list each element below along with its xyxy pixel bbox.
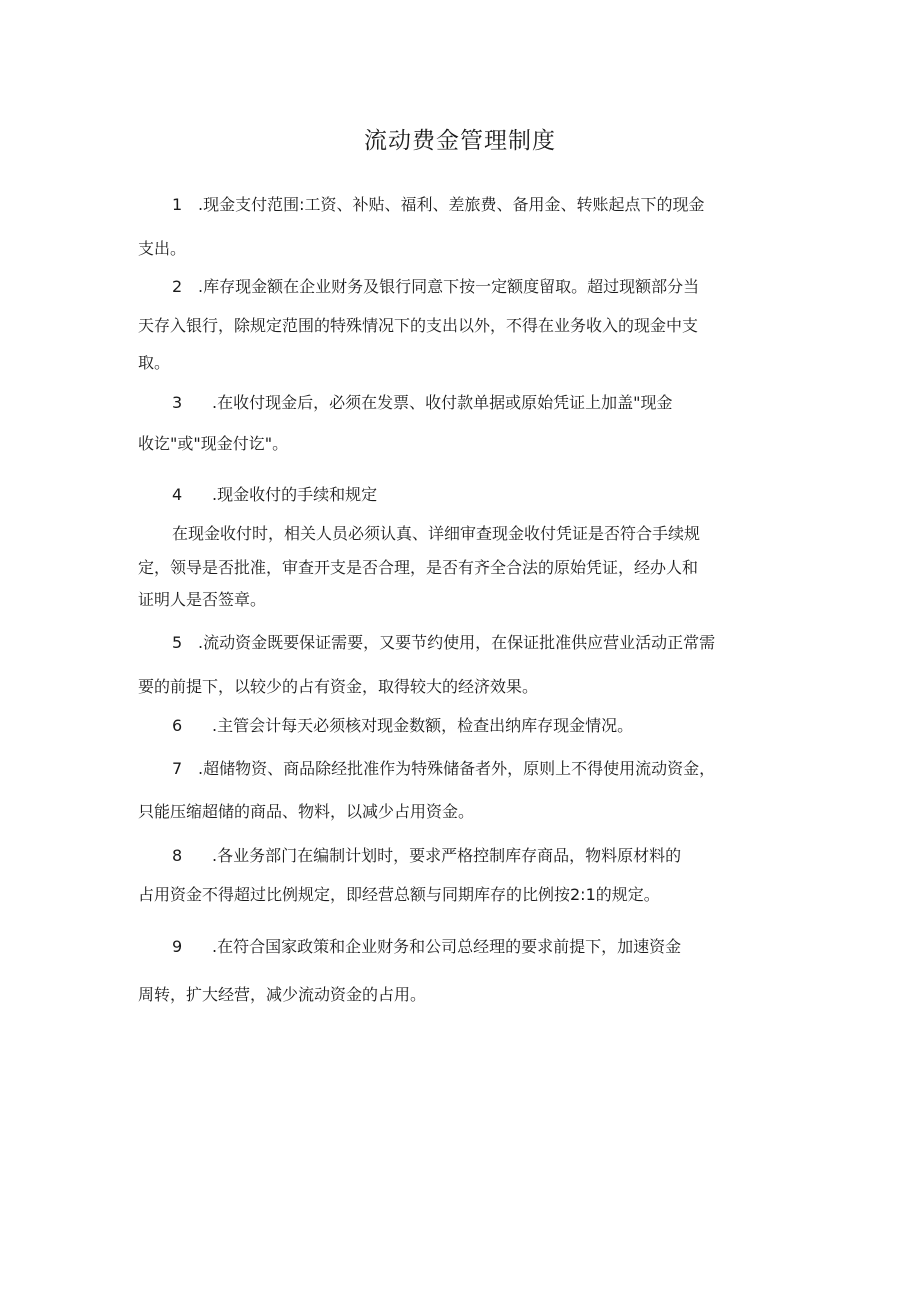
item-8-line-1 — [172, 843, 681, 866]
item-5-line-2: 要的前提下，以较少的占有资金，取得较大的经济效果。 — [138, 677, 539, 696]
item-number: 7 — [172, 759, 183, 778]
item-number: 5 — [172, 633, 183, 652]
paragraph-line-3: 证明人是否签章。 — [138, 590, 267, 609]
item-2-line-2: 天存入银行，除规定范围的特殊情况下的支出以外，不得在业务收入的现金中支 — [138, 316, 699, 335]
item-2-line-1 — [172, 274, 699, 297]
item-9-line-1 — [172, 934, 681, 957]
item-4-line-1 — [172, 482, 377, 505]
item-number: 4 — [172, 485, 183, 504]
item-2-line-3: 取。 — [138, 353, 171, 372]
item-text: .库存现金额在企业财务及银行同意下按一定额度留取。超过现额部分当 — [198, 277, 700, 296]
item-6-line-1 — [172, 713, 633, 736]
item-text: .超储物资、商品除经批准作为特殊储备者外，原则上不得使用流动资金， — [198, 759, 716, 778]
document-title: 流动费金管理制度 — [364, 128, 556, 154]
item-number: 8 — [172, 846, 183, 865]
paragraph-line-2: 定，领导是否批准，审查开支是否合理，是否有齐全合法的原始凭证，经办人和 — [138, 558, 699, 577]
item-number: 6 — [172, 716, 183, 735]
item-number: 3 — [172, 393, 183, 412]
item-1-line-2: 支出。 — [138, 239, 187, 258]
item-1-line-1 — [172, 192, 704, 215]
item-7-line-2: 只能压缩超储的商品、物料，以减少占用资金。 — [138, 802, 475, 821]
item-text: .现金支付范围:工资、补贴、福利、差旅费、备用金、转账起点下的现金 — [198, 195, 705, 214]
item-3-line-2: 收讫"或"现金付讫"。 — [138, 434, 289, 453]
item-number: 1 — [172, 195, 183, 214]
item-text: .各业务部门在编制计划时，要求严格控制库存商品，物料原材料的 — [212, 846, 682, 865]
paragraph-line-1: 在现金收付时，相关人员必须认真、详细审查现金收付凭证是否符合手续规 — [172, 524, 701, 543]
item-text: .主管会计每天必须核对现金数额，检查出纳库存现金情况。 — [212, 716, 634, 735]
item-7-line-1 — [172, 756, 715, 779]
item-5-line-1 — [172, 630, 715, 653]
item-text: .现金收付的手续和规定 — [212, 485, 378, 504]
item-text: .流动资金既要保证需要，又要节约使用，在保证批准供应营业活动正常需 — [198, 633, 716, 652]
item-8-line-2: 占用资金不得超过比例规定，即经营总额与同期库存的比例按2:1的规定。 — [138, 885, 660, 904]
item-number: 9 — [172, 937, 183, 956]
item-number: 2 — [172, 277, 183, 296]
item-3-line-1 — [172, 390, 672, 413]
item-text: .在符合国家政策和企业财务和公司总经理的要求前提下，加速资金 — [212, 937, 682, 956]
item-9-line-2: 周转，扩大经营，减少流动资金的占用。 — [138, 985, 427, 1004]
item-text: .在收付现金后，必须在发票、收付款单据或原始凭证上加盖"现金 — [212, 393, 673, 412]
